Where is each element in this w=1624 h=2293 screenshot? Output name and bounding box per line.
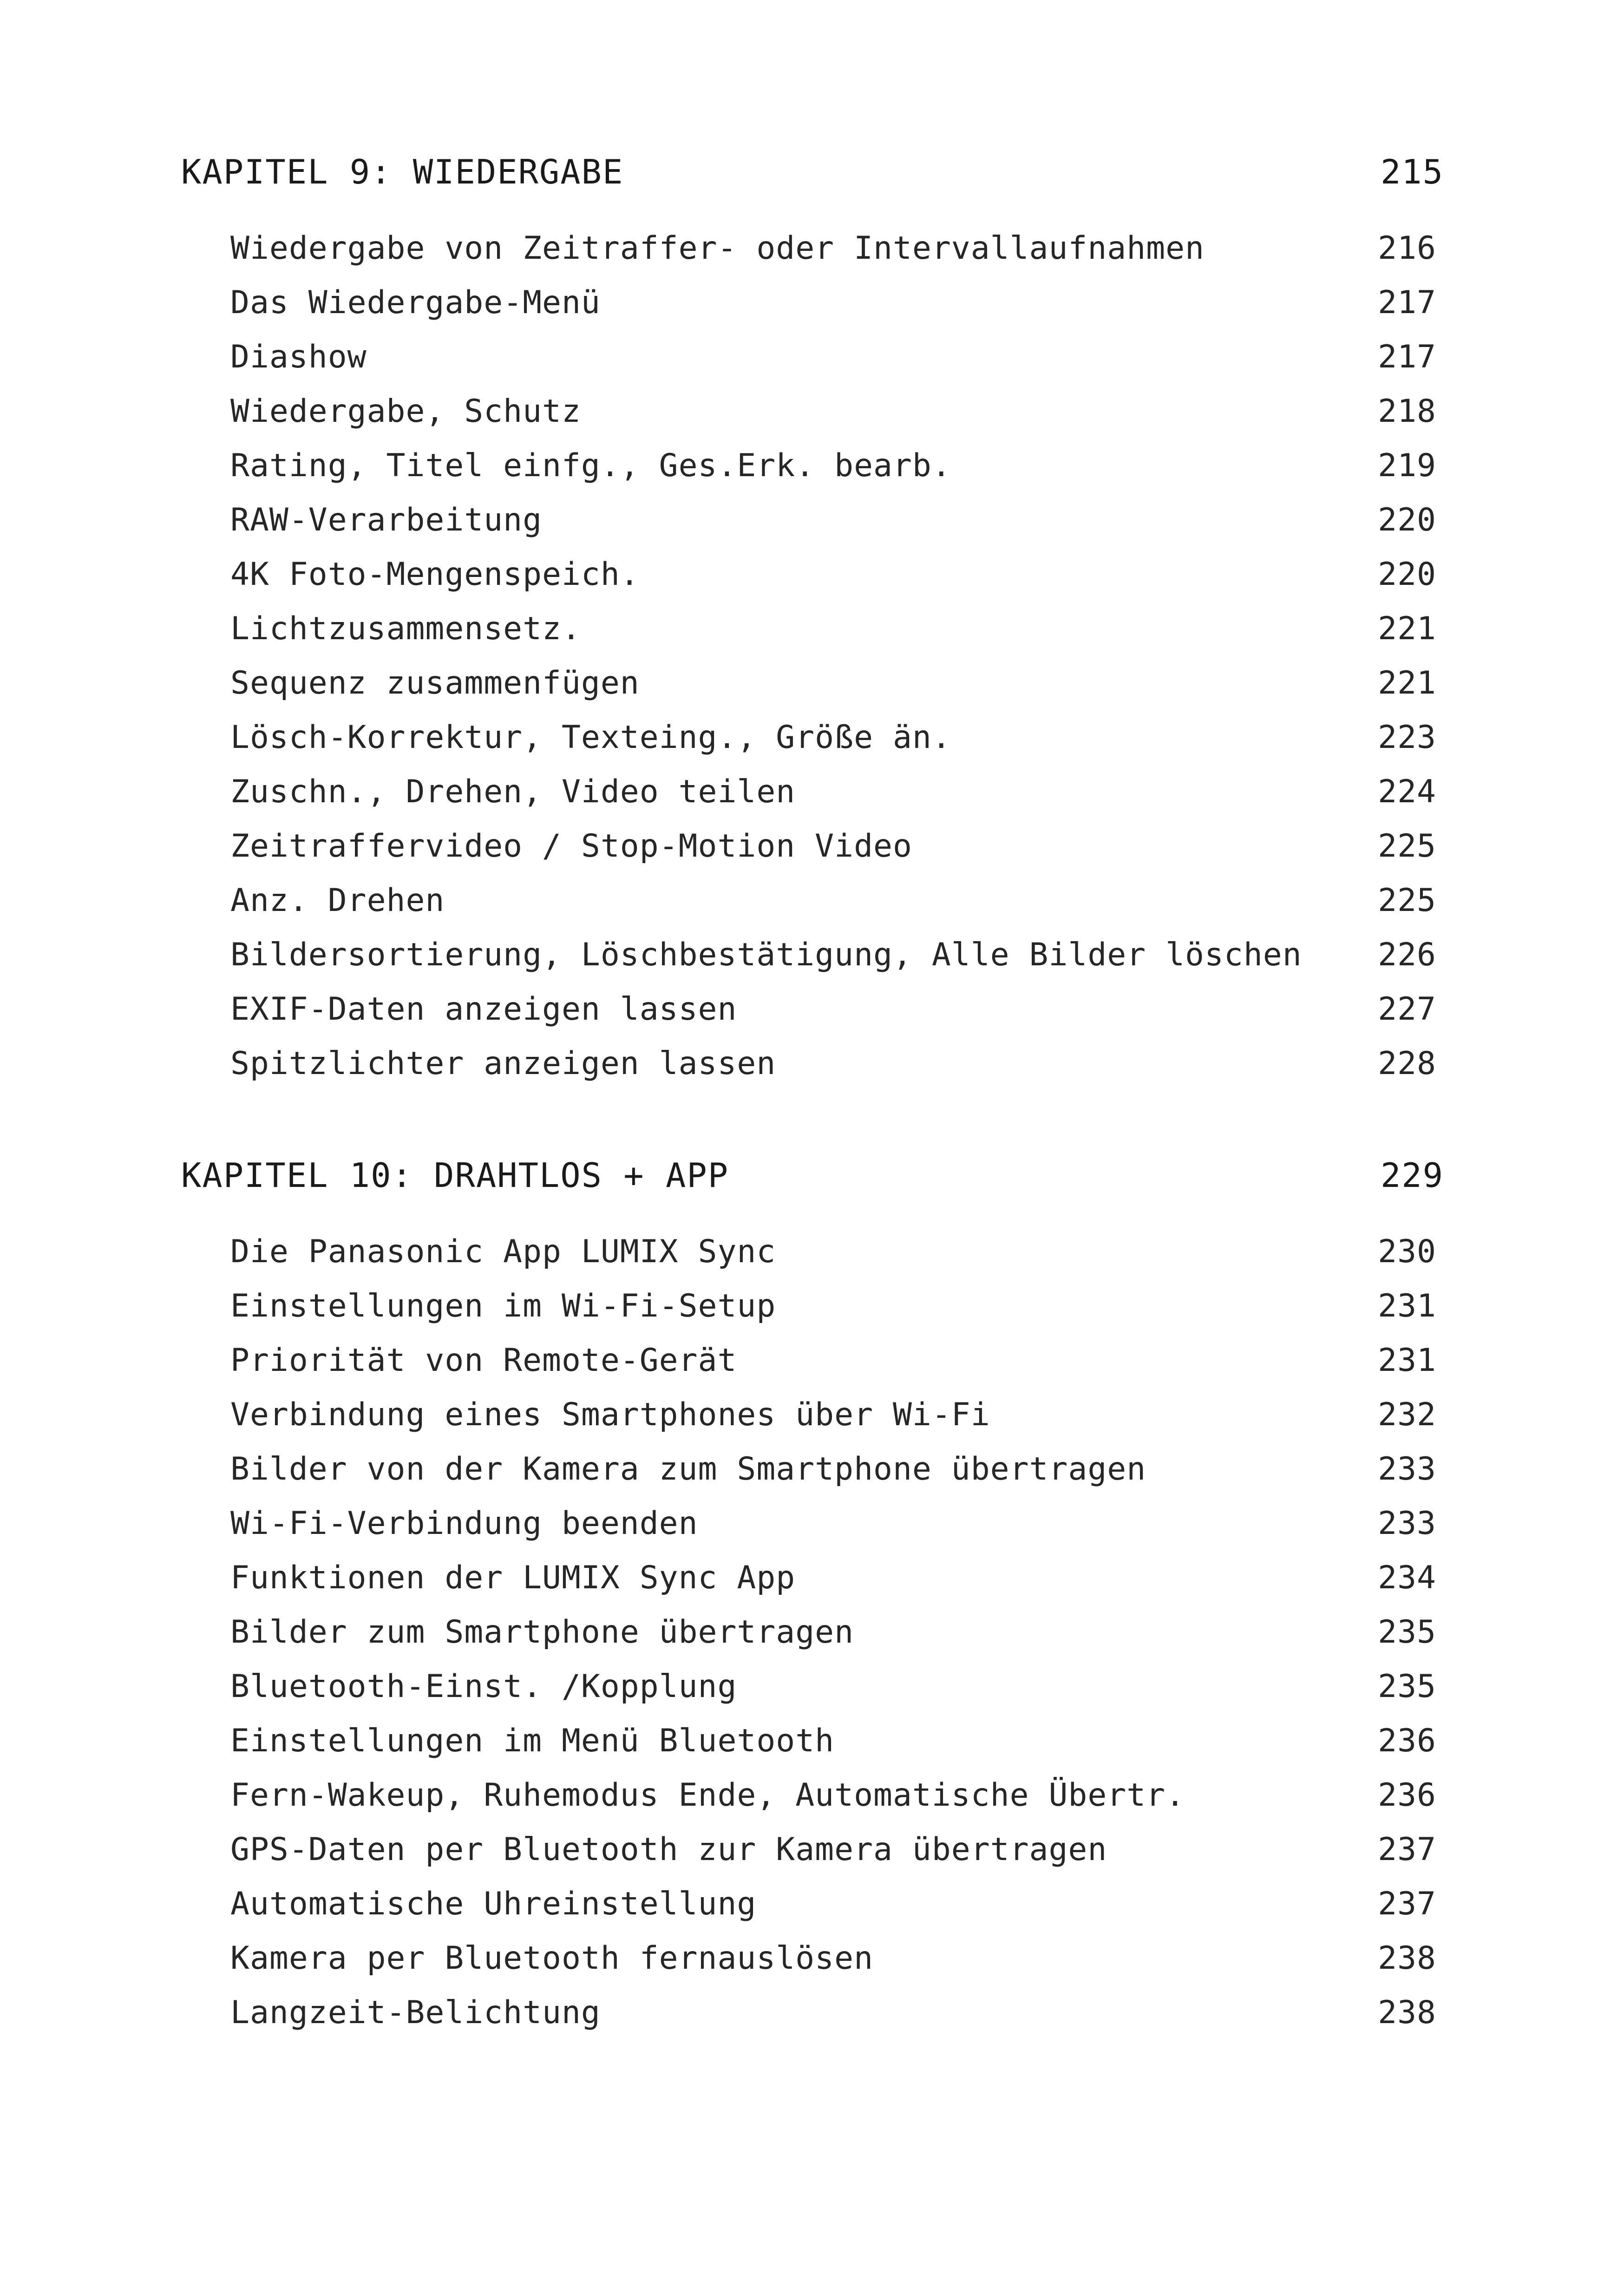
chapter-page-number: 215 <box>1380 152 1444 191</box>
toc-entry[interactable] <box>181 1225 1445 1279</box>
entry-page-number: 230 <box>1378 1233 1436 1270</box>
toc-entry[interactable] <box>181 1551 1445 1605</box>
toc-entry[interactable] <box>181 928 1445 982</box>
toc-entry[interactable] <box>181 819 1445 873</box>
entry-page-number: 227 <box>1378 991 1436 1028</box>
toc-entry[interactable] <box>181 982 1445 1036</box>
toc-entry[interactable] <box>181 1985 1445 2040</box>
entry-page-number: 219 <box>1378 447 1436 484</box>
entry-label: Anz. Drehen <box>230 882 445 919</box>
entry-page-number: 233 <box>1378 1451 1436 1487</box>
entry-label: GPS-Daten per Bluetooth zur Kamera übertragen <box>230 1831 1107 1868</box>
entry-page-number: 237 <box>1378 1886 1436 1922</box>
entry-label: Wi-Fi-Verbindung beenden <box>230 1505 698 1542</box>
entry-page-number: 224 <box>1378 773 1436 810</box>
entry-label: Bluetooth-Einst. /Kopplung <box>230 1668 737 1705</box>
toc-entry[interactable] <box>181 710 1445 765</box>
toc-entry[interactable] <box>181 1333 1445 1388</box>
entry-label: EXIF-Daten anzeigen lassen <box>230 991 737 1028</box>
entry-page-number: 225 <box>1378 882 1436 919</box>
entry-page-number: 231 <box>1378 1288 1436 1324</box>
toc-entry[interactable] <box>181 1768 1445 1822</box>
chapter-heading[interactable] <box>181 1147 1445 1203</box>
entry-page-number: 236 <box>1378 1723 1436 1759</box>
entry-page-number: 234 <box>1378 1559 1436 1596</box>
toc-entry[interactable] <box>181 1822 1445 1877</box>
entry-label: Bildersortierung, Löschbestätigung, Alle Bilder löschen <box>230 937 1302 973</box>
toc-entry[interactable] <box>181 1388 1445 1442</box>
toc-entry[interactable] <box>181 384 1445 439</box>
entry-page-number: 235 <box>1378 1668 1436 1705</box>
toc-entry[interactable] <box>181 1496 1445 1551</box>
table-of-contents <box>181 144 1445 2040</box>
entry-page-number: 223 <box>1378 719 1436 756</box>
entry-label: Lichtzusammensetz. <box>230 610 581 647</box>
toc-entry[interactable] <box>181 493 1445 547</box>
toc-entry[interactable] <box>181 1931 1445 1985</box>
entry-page-number: 238 <box>1378 1994 1436 2031</box>
chapter-title: KAPITEL 9: WIEDERGABE <box>181 152 624 191</box>
entry-page-number: 220 <box>1378 556 1436 593</box>
entry-label: Einstellungen im Wi-Fi-Setup <box>230 1288 776 1324</box>
entry-page-number: 225 <box>1378 828 1436 865</box>
entry-page-number: 226 <box>1378 937 1436 973</box>
entry-page-number: 216 <box>1378 230 1436 267</box>
entry-label: RAW-Verarbeitung <box>230 502 543 538</box>
entry-label: Zeitraffervideo / Stop-Motion Video <box>230 828 912 865</box>
entry-label: Sequenz zusammenfügen <box>230 665 640 701</box>
toc-entry[interactable] <box>181 873 1445 928</box>
chapter-10-section <box>181 1147 1445 2040</box>
entry-label: Spitzlichter anzeigen lassen <box>230 1045 776 1082</box>
toc-entry[interactable] <box>181 1279 1445 1333</box>
toc-entry[interactable] <box>181 547 1445 602</box>
toc-entry[interactable] <box>181 1659 1445 1714</box>
entry-label: Diashow <box>230 339 367 375</box>
entry-label: Langzeit-Belichtung <box>230 1994 601 2031</box>
chapter-title: KAPITEL 10: DRAHTLOS + APP <box>181 1156 729 1195</box>
toc-entry[interactable] <box>181 1605 1445 1659</box>
chapter-entries <box>181 1225 1445 2040</box>
entry-page-number: 221 <box>1378 610 1436 647</box>
entry-label: Einstellungen im Menü Bluetooth <box>230 1723 835 1759</box>
entry-label: Das Wiedergabe-Menü <box>230 284 601 321</box>
entry-page-number: 228 <box>1378 1045 1436 1082</box>
entry-label: Bilder zum Smartphone übertragen <box>230 1614 854 1651</box>
entry-page-number: 217 <box>1378 284 1436 321</box>
entry-label: Priorität von Remote-Gerät <box>230 1342 737 1379</box>
entry-page-number: 218 <box>1378 393 1436 430</box>
entry-label: Die Panasonic App LUMIX Sync <box>230 1233 776 1270</box>
entry-page-number: 220 <box>1378 502 1436 538</box>
entry-page-number: 235 <box>1378 1614 1436 1651</box>
chapter-entries <box>181 221 1445 1091</box>
entry-label: Wiedergabe, Schutz <box>230 393 581 430</box>
entry-label: Kamera per Bluetooth fernauslösen <box>230 1940 874 1977</box>
entry-page-number: 238 <box>1378 1940 1436 1977</box>
toc-entry[interactable] <box>181 439 1445 493</box>
entry-label: Wiedergabe von Zeitraffer- oder Intervallaufnahmen <box>230 230 1205 267</box>
toc-entry[interactable] <box>181 1442 1445 1496</box>
entry-label: Fern-Wakeup, Ruhemodus Ende, Automatische Übertr. <box>230 1777 1185 1814</box>
chapter-page-number: 229 <box>1380 1156 1444 1195</box>
entry-label: Automatische Uhreinstellung <box>230 1886 757 1922</box>
chapter-9-section <box>181 144 1445 1091</box>
entry-label: Lösch-Korrektur, Texteing., Größe än. <box>230 719 951 756</box>
toc-entry[interactable] <box>181 330 1445 384</box>
toc-entry[interactable] <box>181 221 1445 275</box>
entry-page-number: 236 <box>1378 1777 1436 1814</box>
entry-label: Verbindung eines Smartphones über Wi-Fi <box>230 1396 990 1433</box>
toc-entry[interactable] <box>181 656 1445 710</box>
entry-label: Zuschn., Drehen, Video teilen <box>230 773 796 810</box>
toc-entry[interactable] <box>181 602 1445 656</box>
entry-page-number: 233 <box>1378 1505 1436 1542</box>
entry-label: Funktionen der LUMIX Sync App <box>230 1559 796 1596</box>
entry-label: Bilder von der Kamera zum Smartphone übertragen <box>230 1451 1146 1487</box>
chapter-heading[interactable] <box>181 144 1445 200</box>
entry-page-number: 237 <box>1378 1831 1436 1868</box>
toc-entry[interactable] <box>181 765 1445 819</box>
entry-page-number: 217 <box>1378 339 1436 375</box>
entry-page-number: 231 <box>1378 1342 1436 1379</box>
toc-entry[interactable] <box>181 1714 1445 1768</box>
toc-entry[interactable] <box>181 275 1445 330</box>
toc-entry[interactable] <box>181 1877 1445 1931</box>
entry-page-number: 232 <box>1378 1396 1436 1433</box>
toc-entry[interactable] <box>181 1036 1445 1091</box>
entry-label: 4K Foto-Mengenspeich. <box>230 556 640 593</box>
entry-page-number: 221 <box>1378 665 1436 701</box>
entry-label: Rating, Titel einfg., Ges.Erk. bearb. <box>230 447 951 484</box>
